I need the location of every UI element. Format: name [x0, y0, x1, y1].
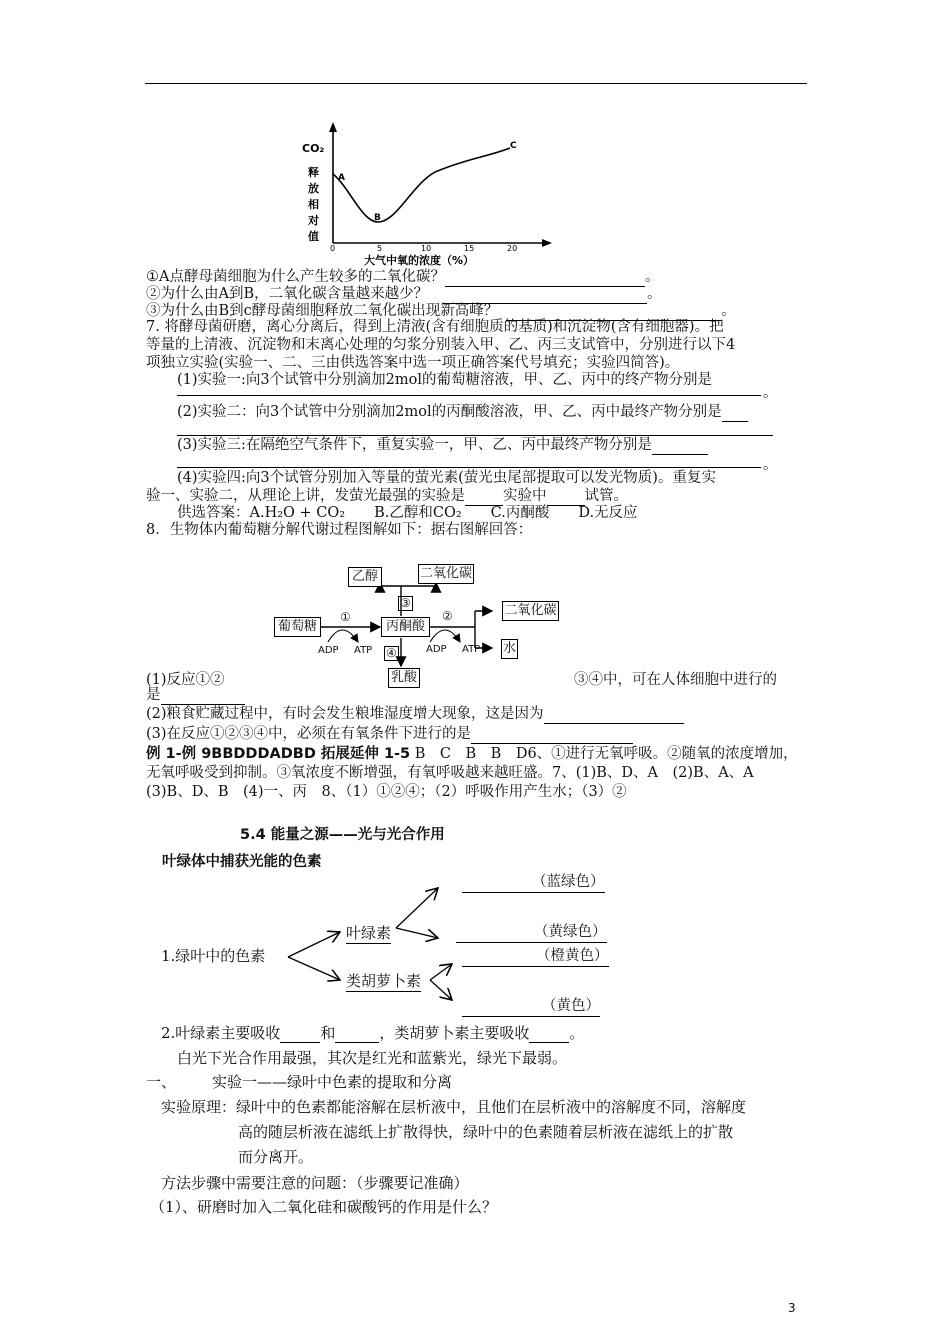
pigment-c4: （黄色）: [542, 997, 600, 1017]
method-line: 方法步骤中需要注意的问题：（步骤要记准确）: [161, 1174, 469, 1192]
answers-line1-bold: 例 1-例 9BBDDDADBD 拓展延伸 1-5: [146, 746, 411, 762]
svg-text:CO₂: CO₂: [302, 142, 325, 155]
answers-line1: [146, 745, 798, 764]
q6-line3-text: ③为什么由B到c酵母菌细胞释放二氧化碳出现新高峰？: [146, 303, 499, 319]
q7-options: 供选答案：A.H₂O + CO₂ B.乙醇和CO₂ C.丙酮酸 D.无反应: [177, 505, 638, 521]
q2-blank2: [335, 1027, 379, 1043]
graph-y-label: [302, 142, 324, 243]
pigment-c3-row: [462, 947, 609, 967]
q6-line2-text: ②为什么由A到B，二氧化碳含量越来越少？: [146, 286, 429, 302]
svg-text:相: 相: [308, 198, 319, 211]
q8-sub1a: (1)反应①②: [146, 672, 225, 688]
q7-exp1-blank: [177, 380, 761, 396]
pigment-chlorophyll: 叶绿素: [346, 924, 392, 942]
q7-exp1: (1)实验一:向3个试管中分别滴加2mol的葡萄糖溶液，甲、乙、丙中的终产物分别是: [177, 372, 712, 388]
graph-point-a: A: [338, 173, 345, 183]
q8-intro: 8．生物体内葡萄糖分解代谢过程图解如下：据右图解回答：: [146, 522, 533, 538]
pigment-c3: （橙黄色）: [536, 947, 609, 967]
q2-blank1: [280, 1027, 320, 1043]
graph-point-b: B: [374, 213, 381, 223]
q2-text1: 2.叶绿素主要吸收: [161, 1024, 281, 1042]
label-adp1: ADP: [318, 645, 339, 656]
pigment-c4-blank: [462, 1001, 542, 1017]
q7-exp4a: (4)实验四:向3个试管分别加入等量的萤光素(萤光虫尾部提取可以发光物质)。重复实: [177, 470, 716, 486]
q7-exp3-end: 。: [763, 457, 778, 473]
svg-text:放: 放: [308, 182, 319, 195]
q8-sub3-text: (3)在反应①②③④中，必须在有氧条件下进行的是: [146, 726, 472, 742]
q8-sub1c: [146, 686, 245, 705]
q8-sub1-blank: [161, 689, 245, 705]
label-adp2: ADP: [426, 644, 447, 655]
q8-sub1c-text: 是: [146, 687, 161, 703]
box-glucose: 葡萄糖: [274, 617, 321, 637]
q7-exp3-text: (3)实验三:在隔绝空气条件下，重复实验一，甲、乙、丙中最终产物分别是: [177, 437, 652, 453]
svg-text:释: 释: [308, 166, 319, 179]
q7-exp4b-text2: 实验中: [503, 488, 547, 504]
pigment-c1-blank: [462, 877, 532, 893]
pigment-c1: （蓝绿色）: [532, 873, 605, 893]
graph-curve: [333, 148, 510, 222]
pigment-label: 1.绿叶中的色素: [161, 947, 266, 965]
q7-exp1-end: 。: [763, 385, 778, 401]
principle-line2: 高的随层析液在滤纸上扩散得快，绿叶中的色素随着层析液在滤纸上的扩散: [238, 1123, 734, 1141]
q7-intro2: 等量的上清液、沉淀物和末离心处理的匀浆分别装入甲、乙、丙三支试管中，分别进行以下4: [146, 337, 736, 353]
q7-exp4b-text3: 试管。: [584, 488, 628, 504]
svg-text:10: 10: [421, 244, 432, 253]
box-ethanol: 乙醇: [348, 567, 382, 587]
q7-intro1: 7. 将酵母菌研磨，离心分离后，得到上清液(含有细胞质的基质)和沉淀物(含有细胞器)。把: [146, 319, 724, 335]
q8-sub2: [146, 705, 684, 724]
svg-text:对: 对: [308, 214, 319, 227]
pigment-c3-blank: [462, 951, 536, 967]
answers-line1-rest: B C B B D6、①进行无氧呼吸。②随氧的浓度增加，: [410, 746, 798, 762]
section-title: 5.4 能量之源——光与光合作用: [240, 827, 445, 843]
header-rule: [145, 83, 807, 84]
box-pyruvate: 丙酮酸: [381, 617, 430, 637]
q6-end3: 。: [721, 303, 736, 319]
box-co2-top: 二氧化碳: [418, 564, 474, 584]
q8-sub3-blank: [471, 728, 633, 744]
method-q1: （1）、研磨时加入二氧化硅和碳酸钙的作用是什么？: [150, 1198, 498, 1216]
q8-sub2-blank: [544, 708, 684, 724]
label-reaction4: ④: [386, 646, 397, 660]
experiment-title: 实验一——绿叶中色素的提取和分离: [212, 1073, 453, 1091]
answers-line3: (3)B、D、B (4)一、丙 8、（1）①②④；（2）呼吸作用产生水；（3）②: [146, 784, 627, 800]
pigment-c2: （黄绿色）: [534, 923, 607, 943]
pigment-c4-row: [462, 997, 600, 1017]
graph-point-c: C: [510, 141, 517, 151]
principle-label: 实验原理：: [161, 1098, 237, 1116]
graph-x-arrow: [542, 239, 552, 247]
pigment-carotenoid: 类胡萝卜素: [346, 972, 422, 990]
section-subtitle: 叶绿体中捕获光能的色素: [162, 854, 322, 870]
label-reaction3: ③: [400, 596, 411, 610]
page-number: 3: [788, 1301, 796, 1315]
q6-line1-text: ①A点酵母菌细胞为什么产生较多的二氧化碳？: [146, 269, 445, 285]
graph-x-label: 大气中氧的浓度（%）: [364, 254, 475, 267]
pigment-c2-blank: [456, 927, 534, 943]
svg-text:20: 20: [507, 244, 518, 253]
graph-y-arrow: [329, 122, 337, 132]
q7-exp2-blank: [177, 420, 773, 436]
q2-text2: 和: [320, 1024, 336, 1042]
q7-exp3-blank: [177, 452, 761, 468]
label-atp2: ATP: [462, 644, 481, 655]
svg-text:15: 15: [464, 244, 475, 253]
q8-sub3: [146, 725, 633, 744]
experiment-number: 一、: [146, 1073, 177, 1091]
principle-text1: 绿叶中的色素都能溶解在层析液中，且他们在层析液中的溶解度不同，溶解度: [236, 1098, 747, 1116]
label-reaction1: ①: [340, 610, 351, 624]
q7-intro3: 项独立实验(实验一、二、三由供选答案中选一项正确答案代号填充；实验四简答)。: [146, 355, 680, 371]
box-co2-right: 二氧化碳: [502, 601, 559, 621]
svg-text:0: 0: [330, 244, 336, 253]
q2-text3: ，类胡萝卜素主要吸收: [379, 1024, 530, 1042]
label-atp1: ATP: [354, 645, 373, 656]
q2-text4: 。: [569, 1024, 585, 1042]
q7-exp4b-text1: 验一、实验二，从理论上讲，发萤光最强的实验是: [146, 488, 465, 504]
box-water: 水: [501, 639, 518, 659]
q2-blank3: [529, 1027, 569, 1043]
q7-exp2-text: (2)实验二：向3个试管中分别滴加2mol的丙酮酸溶液，甲、乙、丙中最终产物分别是: [177, 404, 722, 420]
svg-text:值: 值: [308, 230, 319, 243]
graph-x-ticks: [330, 244, 517, 253]
q6-end2: 。: [647, 286, 662, 302]
q8-sub1b: ③④中，可在人体细胞中进行的: [574, 672, 777, 688]
principle-line3: 而分离开。: [238, 1148, 314, 1166]
co2-oxygen-graph: [300, 118, 560, 268]
pigment-c1-row: [462, 873, 605, 893]
box-lactate: 乳酸: [388, 668, 420, 688]
q2-line: [161, 1024, 584, 1043]
pigment-c2-row: [456, 923, 607, 943]
svg-text:5: 5: [377, 244, 383, 253]
q8-sub2-text: (2)粮食贮藏过程中，有时会发生粮堆湿度增大现象，这是因为: [146, 706, 544, 722]
q6-end1: 。: [644, 269, 660, 285]
principle-line1: [161, 1098, 746, 1117]
metabolism-diagram: [270, 556, 590, 688]
answers-line2: 无氧呼吸受到抑制。③氧浓度不断增强，有氧呼吸越来越旺盛。7、(1)B、D、A (2)B、A、A: [146, 765, 754, 781]
label-reaction2: ②: [442, 609, 453, 623]
light-line: 白光下光合作用最强，其次是红光和蓝紫光，绿光下最弱。: [177, 1049, 568, 1067]
